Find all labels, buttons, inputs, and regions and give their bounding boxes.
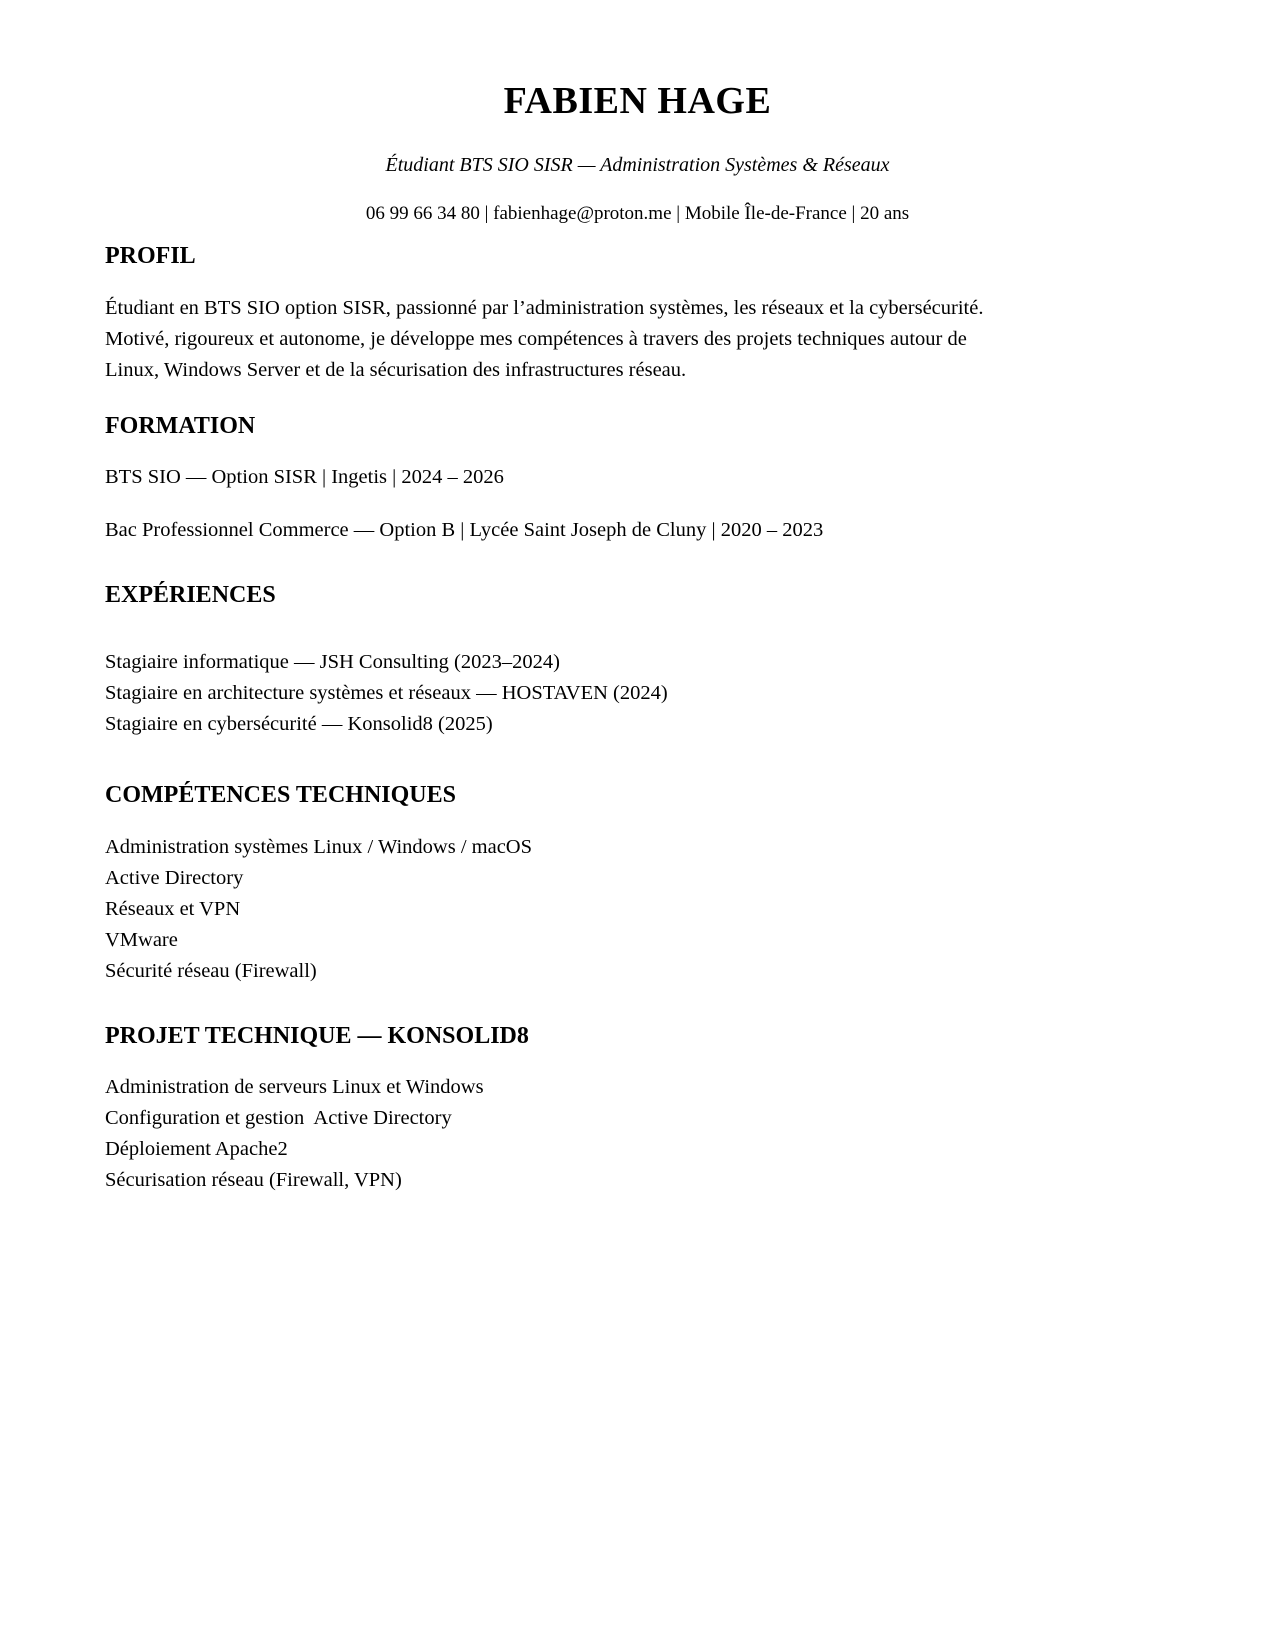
formation-line: Bac Professionnel Commerce — Option B | Lycée Saint Joseph de Cluny | 2020 – 2023: [105, 519, 824, 541]
list-item: Sécurité réseau (Firewall): [105, 960, 317, 982]
list-item: Administration de serveurs Linux et Windows: [105, 1076, 484, 1098]
formation-item: [105, 515, 1175, 546]
profil-line: Étudiant en BTS SIO option SISR, passionné par l’administration systèmes, les réseaux et la cybersécurité.: [105, 297, 984, 319]
list-item: VMware: [105, 929, 178, 951]
profil-line: Motivé, rigoureux et autonome, je développe mes compétences à travers des projets techniques autour de: [105, 328, 967, 350]
list-item: Stagiaire informatique — JSH Consulting (2023–2024): [105, 651, 560, 673]
section-title-projet: PROJET TECHNIQUE — KONSOLID8: [105, 1023, 529, 1049]
formation-line: BTS SIO — Option SISR | Ingetis | 2024 – 2026: [105, 466, 504, 488]
candidate-name: FABIEN HAGE: [503, 80, 772, 122]
candidate-subtitle: Étudiant BTS SIO SISR — Administration Systèmes & Réseaux: [385, 154, 890, 176]
projet-list: [105, 1072, 484, 1196]
list-item: Configuration et gestion Active Directory: [105, 1107, 452, 1129]
list-item: Administration systèmes Linux / Windows / macOS: [105, 836, 532, 858]
section-title-experiences: EXPÉRIENCES: [105, 582, 276, 608]
profil-paragraph: [105, 293, 1175, 386]
list-item: Déploiement Apache2: [105, 1138, 288, 1160]
list-item: Sécurisation réseau (Firewall, VPN): [105, 1169, 402, 1191]
formation-item: [105, 462, 1175, 493]
section-title-formation: FORMATION: [105, 413, 256, 439]
list-item: Réseaux et VPN: [105, 898, 241, 920]
contact-line: 06 99 66 34 80 | fabienhage@proton.me | Mobile Île-de-France | 20 ans: [365, 203, 910, 224]
profil-line: Linux, Windows Server et de la sécurisation des infrastructures réseau.: [105, 359, 687, 381]
section-title-competences: COMPÉTENCES TECHNIQUES: [105, 782, 456, 808]
list-item: Stagiaire en architecture systèmes et réseaux — HOSTAVEN (2024): [105, 682, 668, 704]
competences-list: [105, 832, 532, 987]
section-title-profil: PROFIL: [105, 243, 196, 269]
list-item: Active Directory: [105, 867, 244, 889]
experiences-list: [105, 647, 668, 740]
list-item: Stagiaire en cybersécurité — Konsolid8 (2025): [105, 713, 493, 735]
